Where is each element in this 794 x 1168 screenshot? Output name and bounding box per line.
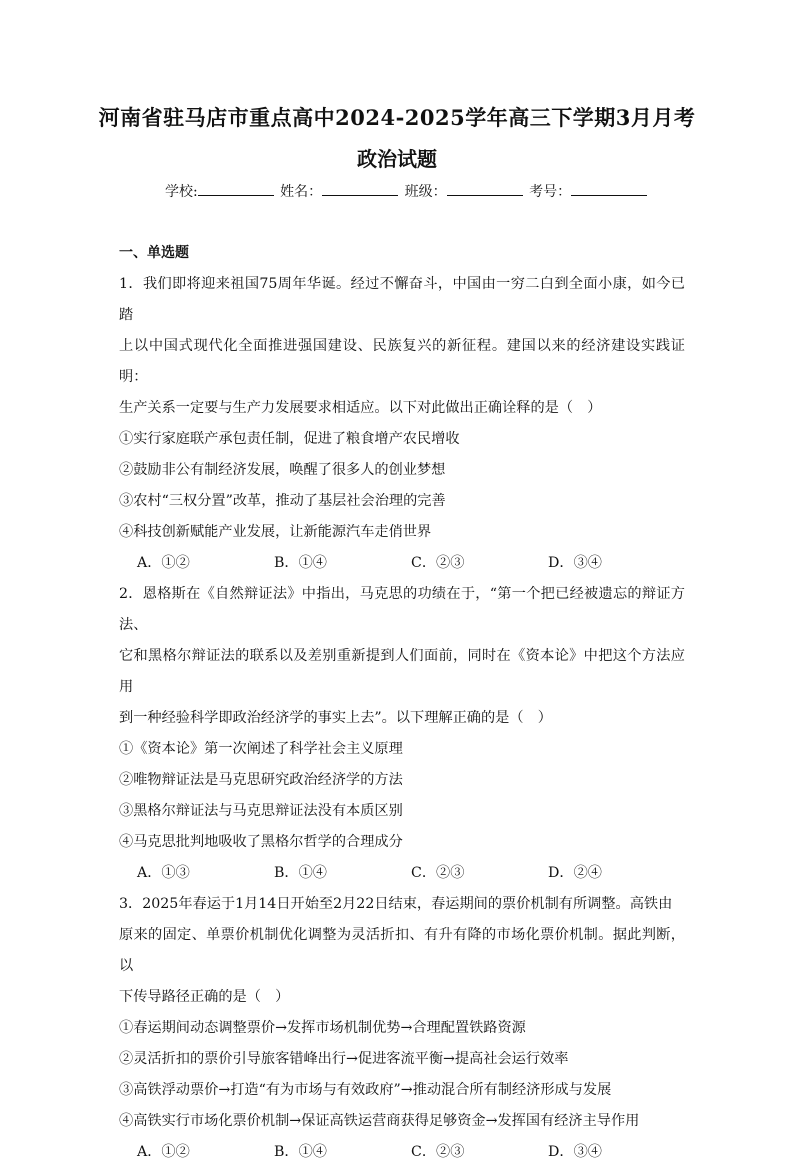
question-2 [119, 579, 685, 889]
name-blank[interactable] [322, 180, 398, 196]
question-stem-line: 原来的固定、单票价机制优化调整为灵活折扣、有升有降的市场化票价机制。据此判断，以 [119, 927, 685, 974]
choice-a[interactable]: A．①③ [137, 865, 190, 881]
question-content [119, 240, 685, 1168]
choice-d[interactable]: D．③④ [548, 555, 602, 571]
class-label: 班级： [404, 184, 447, 200]
question-stem-line: 3．2025年春运于1月14日开始至2月22日结束，春运期间的票价机制有所调整。高铁由 [119, 896, 673, 912]
student-info-line [165, 180, 649, 200]
exam-subject: 政治试题 [357, 147, 437, 171]
statement-option: ②唯物辩证法是马克思研究政治经济学的方法 [119, 772, 403, 788]
answer-choices [137, 548, 685, 579]
question-1 [119, 269, 685, 579]
question-stem-line: 上以中国式现代化全面推进强国建设、民族复兴的新征程。建国以来的经济建设实践证明： [119, 338, 685, 385]
question-stem-line: 生产关系一定要与生产力发展要求相适应。以下对此做出正确诠释的是（ ） [119, 400, 602, 416]
exam-number-label: 考号： [529, 184, 572, 200]
choice-c[interactable]: C．②③ [411, 1144, 465, 1160]
statement-option: ①《资本论》第一次阐述了科学社会主义原理 [119, 741, 403, 757]
section-heading: 一、单选题 [119, 245, 189, 261]
name-label: 姓名： [280, 184, 323, 200]
question-stem-line: 到一种经验科学即政治经济学的事实上去”。以下理解正确的是（ ） [119, 710, 552, 726]
question-3 [119, 889, 685, 1168]
statement-option: ①春运期间动态调整票价→发挥市场机制优势→合理配置铁路资源 [119, 1020, 526, 1036]
answer-choices [137, 1137, 685, 1168]
question-stem-line: 1．我们即将迎来祖国75周年华诞。经过不懈奋斗，中国由一穷二白到全面小康，如今已踏 [119, 276, 685, 323]
choice-c[interactable]: C．②③ [411, 865, 465, 881]
statement-option: ②灵活折扣的票价引导旅客错峰出行→促进客流平衡→提高社会运行效率 [119, 1051, 569, 1067]
question-stem-line: 2．恩格斯在《自然辩证法》中指出，马克思的功绩在于，“第一个把已经被遗忘的辩证方法、 [119, 586, 685, 633]
choice-c[interactable]: C．②③ [411, 555, 465, 571]
answer-choices [137, 858, 685, 889]
statement-option: ③农村“三权分置”改革，推动了基层社会治理的完善 [119, 493, 446, 509]
class-blank[interactable] [447, 180, 523, 196]
question-stem-line: 它和黑格尔辩证法的联系以及差别重新提到人们面前，同时在《资本论》中把这个方法应用 [119, 648, 685, 695]
question-stem-line: 下传导路径正确的是（ ） [119, 989, 290, 1005]
choice-d[interactable]: D．③④ [548, 1144, 602, 1160]
statement-option: ④高铁实行市场化票价机制→保证高铁运营商获得足够资金→发挥国有经济主导作用 [119, 1113, 640, 1129]
statement-option: ③高铁浮动票价→打造“有为市场与有效政府”→推动混合所有制经济形成与发展 [119, 1082, 612, 1098]
statement-option: ①实行家庭联产承包责任制，促进了粮食增产农民增收 [119, 431, 460, 447]
choice-d[interactable]: D．②④ [548, 865, 602, 881]
choice-a[interactable]: A．①② [137, 555, 190, 571]
school-label: 学校: [165, 184, 198, 200]
statement-option: ③黑格尔辩证法与马克思辩证法没有本质区别 [119, 803, 403, 819]
statement-option: ②鼓励非公有制经济发展，唤醒了很多人的创业梦想 [119, 462, 446, 478]
school-blank[interactable] [198, 180, 274, 196]
statement-option: ④马克思批判地吸收了黑格尔哲学的合理成分 [119, 834, 403, 850]
choice-b[interactable]: B．①④ [274, 1144, 327, 1160]
choice-b[interactable]: B．①④ [274, 555, 327, 571]
choice-a[interactable]: A．①② [137, 1144, 190, 1160]
exam-title: 河南省驻马店市重点高中2024-2025学年高三下学期3月月考 [98, 105, 696, 130]
statement-option: ④科技创新赋能产业发展，让新能源汽车走俏世界 [119, 524, 432, 540]
choice-b[interactable]: B．①④ [274, 865, 327, 881]
exam-number-blank[interactable] [571, 180, 647, 196]
